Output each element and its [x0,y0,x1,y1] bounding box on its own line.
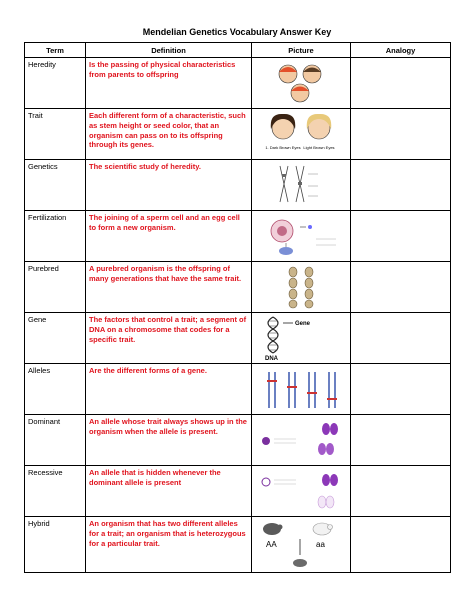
picture-cell [252,58,351,109]
term-cell: Alleles [25,364,86,415]
table-row [25,160,451,211]
table-row [25,109,451,160]
mouse-cross-picture [256,519,346,569]
analogy-cell [351,466,451,517]
analogy-cell [351,415,451,466]
table-row [25,211,451,262]
picture-cell [252,313,351,364]
picture-cell [252,517,351,573]
definition-cell: Are the different forms of a gene. [86,364,252,415]
term-cell: Purebred [25,262,86,313]
table-row [25,517,451,573]
document-title: Mendelian Genetics Vocabulary Answer Key [142,27,332,37]
picture-cell [252,466,351,517]
hybrid-right-label: aa [316,540,325,549]
picture-cell [252,262,351,313]
definition-cell: A purebred organism is the offspring of many generations that have the same trait. [86,262,252,313]
table-row [25,466,451,517]
definition-cell: The factors that control a trait; a segment of DNA on a chromosome that codes for a specific trait. [86,313,252,364]
fertilization-diagram-picture [256,213,346,259]
table-row [25,415,451,466]
gene-label: Gene [295,321,311,327]
hybrid-left-label: AA [266,540,277,549]
table-row [25,364,451,415]
definition-cell: The scientific study of heredity. [86,160,252,211]
term-cell: Genetics [25,160,86,211]
dna-label: DNA [265,356,278,361]
analogy-cell [351,262,451,313]
analogy-cell [351,313,451,364]
picture-cell [252,415,351,466]
definition-cell: Is the passing of physical characteristics from parents to offspring [86,58,252,109]
definition-cell: An organism that has two different alleles for a trait; an organism that is heterozygous for a particular trait. [86,517,252,573]
definition-header: Definition [86,43,252,58]
trait-left-caption: 1. Dark Brown Eyes [265,145,301,150]
analogy-cell [351,211,451,262]
dominant-flower-picture [256,417,346,463]
recessive-flower-picture [256,468,346,514]
definition-cell: An allele that is hidden whenever the dominant allele is present [86,466,252,517]
table-row [25,58,451,109]
definition-cell: The joining of a sperm cell and an egg cell to form a new organism. [86,211,252,262]
term-cell: Hybrid [25,517,86,573]
table-row [25,313,451,364]
allele-chromosomes-picture [256,366,346,412]
earlobe-faces-picture [256,111,346,157]
term-cell: Fertilization [25,211,86,262]
analogy-cell [351,517,451,573]
term-cell: Gene [25,313,86,364]
analogy-cell [351,109,451,160]
vocabulary-table [24,42,451,573]
table-row [25,262,451,313]
dna-gene-picture [256,315,346,361]
term-cell: Dominant [25,415,86,466]
table-header-row [25,43,451,58]
term-cell: Trait [25,109,86,160]
analogy-cell [351,160,451,211]
picture-cell [252,109,351,160]
analogy-header: Analogy [351,43,451,58]
trait-right-caption: Light Brown Eyes [303,145,335,150]
picture-cell [252,211,351,262]
picture-cell [252,364,351,415]
term-cell: Recessive [25,466,86,517]
analogy-cell [351,58,451,109]
term-cell: Heredity [25,58,86,109]
chromosome-pair-picture [256,264,346,310]
term-header: Term [25,43,86,58]
analogy-cell [351,364,451,415]
definition-cell: Each different form of a characteristic, such as stem height or seed color, that an organism can pass on to its offspring through its genes. [86,109,252,160]
picture-cell [252,160,351,211]
picture-header: Picture [252,43,351,58]
family-faces-picture [256,60,346,104]
definition-cell: An allele whose trait always shows up in the organism when the allele is present. [86,415,252,466]
chromosome-diagram-picture [256,162,346,206]
